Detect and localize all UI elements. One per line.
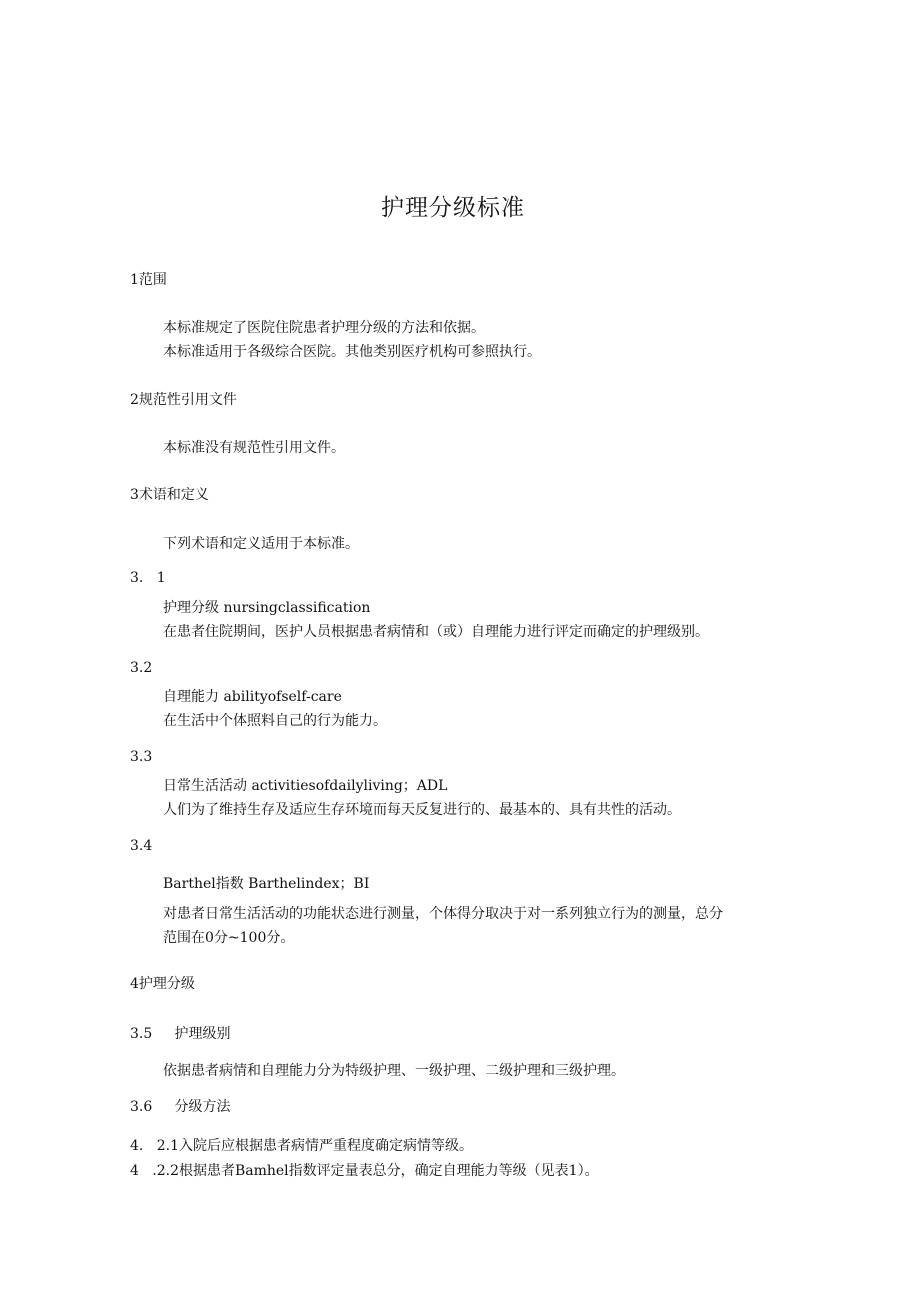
term-3-2-definition: 在生活中个体照料自己的行为能力。 xyxy=(163,713,387,729)
term-3-3-number: 3.3 xyxy=(130,749,153,765)
term-3-4-number: 3.4 xyxy=(130,838,153,854)
section-4-2-2: 4 .2.2根据患者Bamhel指数评定量表总分，确定自理能力等级（见表1）。 xyxy=(130,1163,599,1179)
section-2-heading: 2规范性引用文件 xyxy=(130,392,237,408)
section-4-heading: 4护理分级 xyxy=(130,976,195,992)
section-1-paragraph-2: 本标准适用于各级综合医院。其他类别医疗机构可参照执行。 xyxy=(163,344,541,360)
section-1-paragraph-1: 本标准规定了医院住院患者护理分级的方法和依据。 xyxy=(163,320,485,336)
term-3-2-number: 3.2 xyxy=(130,660,153,676)
term-3-4-definition-line-2: 范围在0分~100分。 xyxy=(163,930,295,946)
term-3-3-name: 日常生活活动 activitiesofdailyliving；ADL xyxy=(163,778,448,794)
term-3-2-name: 自理能力 abilityofself-care xyxy=(163,689,342,705)
document-title: 护理分级标准 xyxy=(381,195,525,221)
term-3-1-name: 护理分级 nursingclassification xyxy=(163,600,371,616)
term-3-4-definition-line-1: 对患者日常生活活动的功能状态进行测量，个体得分取决于对一系列独立行为的测量，总分 xyxy=(163,906,723,922)
section-3-5-heading: 3.5 护理级别 xyxy=(130,1026,231,1042)
section-3-6-heading: 3.6 分级方法 xyxy=(130,1099,231,1115)
term-3-1-definition: 在患者住院期间，医护人员根据患者病情和（或）自理能力进行评定而确定的护理级别。 xyxy=(163,624,709,640)
section-3-paragraph: 下列术语和定义适用于本标准。 xyxy=(163,536,359,552)
term-3-4-name: Barthel指数 Barthelindex；BI xyxy=(163,876,370,892)
section-4-2-1: 4. 2.1入院后应根据患者病情严重程度确定病情等级。 xyxy=(130,1138,473,1154)
section-2-paragraph: 本标准没有规范性引用文件。 xyxy=(163,440,345,456)
section-3-heading: 3术语和定义 xyxy=(130,487,209,503)
term-3-3-definition: 人们为了维持生存及适应生存环境而每天反复进行的、最基本的、具有共性的活动。 xyxy=(163,802,681,818)
section-3-5-paragraph: 依据患者病情和自理能力分为特级护理、一级护理、二级护理和三级护理。 xyxy=(163,1063,625,1079)
term-3-1-number: 3. 1 xyxy=(130,570,166,586)
section-1-heading: 1范围 xyxy=(130,272,167,288)
